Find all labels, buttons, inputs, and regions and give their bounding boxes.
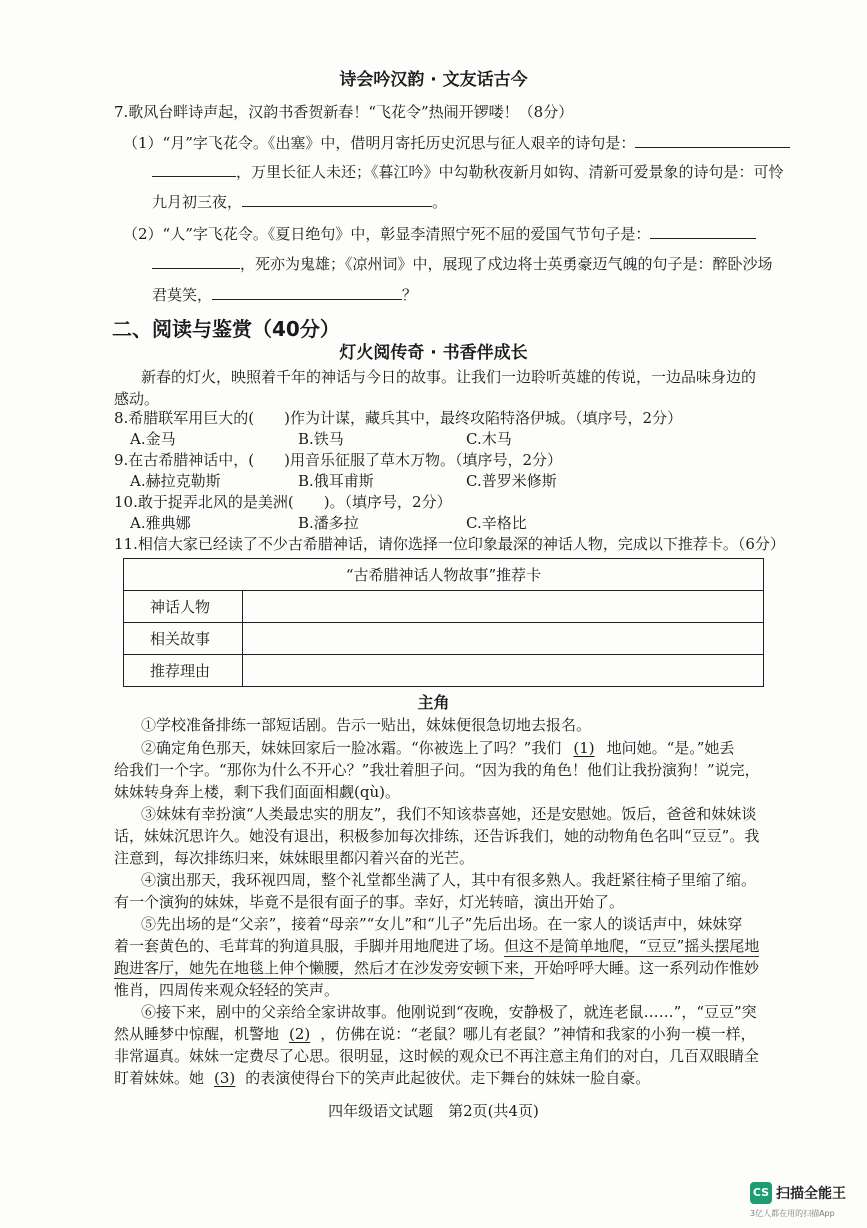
card-answer-cell[interactable] [243, 623, 764, 655]
story-paragraph: 注意到，每次排练归来，妹妹眼里都闪着兴奋的光芒。 [114, 849, 475, 867]
card-label: 神话人物 [124, 591, 243, 623]
section-title: 诗会吟汉韵 · 文友话古今 [339, 70, 528, 90]
q8-option-a[interactable]: A.金马 [130, 430, 176, 448]
q10-option-c[interactable]: C.辛格比 [466, 514, 527, 532]
q11-stem: 11.相信大家已经读了不少古希腊神话，请你选择一位印象最深的神话人物，完成以下推荐卡。（6分） [114, 535, 785, 553]
watermark-tagline: 3亿人都在用的扫描App [750, 1209, 835, 1218]
story-paragraph: 盯着妹妹。她 (3) 的表演使得台下的笑声此起彼伏。走下舞台的妹妹一脸自豪。 [114, 1069, 651, 1087]
watermark-name: 扫描全能王 [776, 1186, 846, 1202]
underlined-sentence: 跑进客厅，她先在地毯上伸个懒腰，然后才在沙发旁安顿下来， [114, 959, 535, 977]
story-paragraph: 然从睡梦中惊醒，机警地 (2) ，仿佛在说：“老鼠？哪儿有老鼠？”神情和我家的小狗一模一样， [114, 1025, 756, 1043]
q7-p2-line3: 君莫笑， ？ [152, 286, 418, 304]
story-paragraph: ①学校准备排练一部短话剧。告示一贴出，妹妹便很急切地去报名。 [141, 716, 592, 734]
q7-p1-line1: （1）“月”字飞花令。《出塞》中，借明月寄托历史沉思与征人艰辛的诗句是： [123, 133, 790, 153]
intro-text: 感动。 [114, 390, 160, 408]
q8-option-b[interactable]: B.铁马 [298, 430, 344, 448]
answer-blank[interactable] [635, 133, 790, 148]
intro-text: 新春的灯火，映照着千年的神话与今日的故事。让我们一边聆听英雄的传说，一边品味身边的 [141, 368, 757, 386]
section-heading: 二、阅读与鉴赏（40分） [112, 317, 340, 341]
story-paragraph: ④演出那天，我环视四周，整个礼堂都坐满了人，其中有很多熟人。我赶紧往椅子里缩了缩。 [141, 871, 757, 889]
q9-option-a[interactable]: A.赫拉克勒斯 [130, 472, 221, 490]
underlined-sentence: 但这不是简单地爬，“豆豆”摇头摆尾地 [504, 937, 760, 955]
answer-blank[interactable] [212, 285, 402, 300]
story-paragraph: 着一套黄色的、毛茸茸的狗道具服，手脚并用地爬进了场。但这不是简单地爬，“豆豆”摇头摆尾地 [114, 937, 760, 955]
blank-3[interactable]: (3) [214, 1069, 236, 1087]
blank-1[interactable]: (1) [573, 739, 595, 757]
card-title: “古希腊神话人物故事”推荐卡 [124, 559, 764, 591]
q7-stem: 7.歌风台畔诗声起，汉韵书香贺新春！“飞花令”热闹开锣喽！（8分） [114, 103, 574, 121]
q10-stem: 10.敢于捉弄北风的是美洲( )。（填序号，2分） [114, 493, 452, 511]
blank-2[interactable]: (2) [289, 1025, 311, 1043]
story-paragraph: ⑥接下来，剧中的父亲给全家讲故事。他刚说到“夜晚，安静极了，就连老鼠……”，“豆豆”突 [141, 1003, 757, 1021]
q9-option-c[interactable]: C.普罗米修斯 [466, 472, 557, 490]
scanner-watermark [750, 1182, 862, 1222]
recommendation-card [123, 558, 764, 687]
q9-option-b[interactable]: B.俄耳甫斯 [298, 472, 374, 490]
story-paragraph: 妹妹转身奔上楼，剩下我们面面相觑(qù)。 [114, 783, 400, 801]
story-paragraph: 话，妹妹沉思许久。她没有退出，积极参加每次排练，还告诉我们，她的动物角色名叫“豆豆”。我 [114, 827, 760, 845]
q7-p2-line1: （2）“人”字飞花令。《夏日绝句》中，彰显李清照宁死不屈的爱国气节句子是： [123, 224, 756, 244]
q8-stem: 8.希腊联军用巨大的( )作为计谋，藏兵其中，最终攻陷特洛伊城。（填序号，2分） [114, 409, 683, 427]
card-answer-cell[interactable] [243, 655, 764, 687]
card-label: 相关故事 [124, 623, 243, 655]
q8-option-c[interactable]: C.木马 [466, 430, 512, 448]
q9-stem: 9.在古希腊神话中，( )用音乐征服了草木万物。（填序号，2分） [114, 451, 563, 469]
story-paragraph: ②确定角色那天，妹妹回家后一脸冰霜。“你被选上了吗？”我们 (1) 地问她。“是。”她丢 [141, 739, 735, 757]
q7-p1-line3: 九月初三夜， 。 [152, 193, 448, 211]
answer-blank[interactable] [650, 224, 756, 239]
story-title: 主角 [417, 693, 450, 712]
story-paragraph: 有一个演狗的妹妹，毕竟不是很有面子的事。幸好，灯光转暗，演出开始了。 [114, 893, 625, 911]
q7-p1-line2: ，万里长征人未还；《暮江吟》中勾勒秋夜新月如钩、清新可爱景象的诗句是：可怜 [152, 162, 784, 182]
camscanner-logo-icon: CS [750, 1182, 772, 1204]
story-paragraph: 给我们一个字。“那你为什么不开心？”我壮着胆子问。“因为我的角色！他们让我扮演狗！”说完， [114, 761, 760, 779]
story-paragraph: ③妹妹有幸扮演“人类最忠实的朋友”，我们不知该恭喜她，还是安慰她。饭后，爸爸和妹妹谈 [141, 805, 757, 823]
q10-option-b[interactable]: B.潘多拉 [298, 514, 359, 532]
story-paragraph: 非常逼真。妹妹一定费尽了心思。很明显，这时候的观众已不再注意主角们的对白，几百双眼睛全 [114, 1047, 760, 1065]
q7-p2-line2: ，死亦为鬼雄；《凉州词》中，展现了戍边将士英勇豪迈气魄的句子是：醉卧沙场 [152, 254, 773, 274]
answer-blank[interactable] [242, 192, 432, 207]
q10-option-a[interactable]: A.雅典娜 [130, 514, 191, 532]
story-paragraph: 惟肖，四周传来观众轻轻的笑声。 [114, 981, 340, 999]
answer-blank[interactable] [152, 162, 236, 177]
story-paragraph: 跑进客厅，她先在地毯上伸个懒腰，然后才在沙发旁安顿下来，开始呼呼大睡。这一系列动作惟妙 [114, 959, 760, 977]
card-answer-cell[interactable] [243, 591, 764, 623]
subsection-title: 灯火阅传奇 · 书香伴成长 [339, 343, 528, 363]
answer-blank[interactable] [152, 254, 240, 269]
page-footer: 四年级语文试题 第2页(共4页) [328, 1102, 539, 1120]
card-label: 推荐理由 [124, 655, 243, 687]
story-paragraph: ⑤先出场的是“父亲”，接着“母亲”“女儿”和“儿子”先后出场。在一家人的谈话声中，妹妹穿 [141, 915, 743, 933]
